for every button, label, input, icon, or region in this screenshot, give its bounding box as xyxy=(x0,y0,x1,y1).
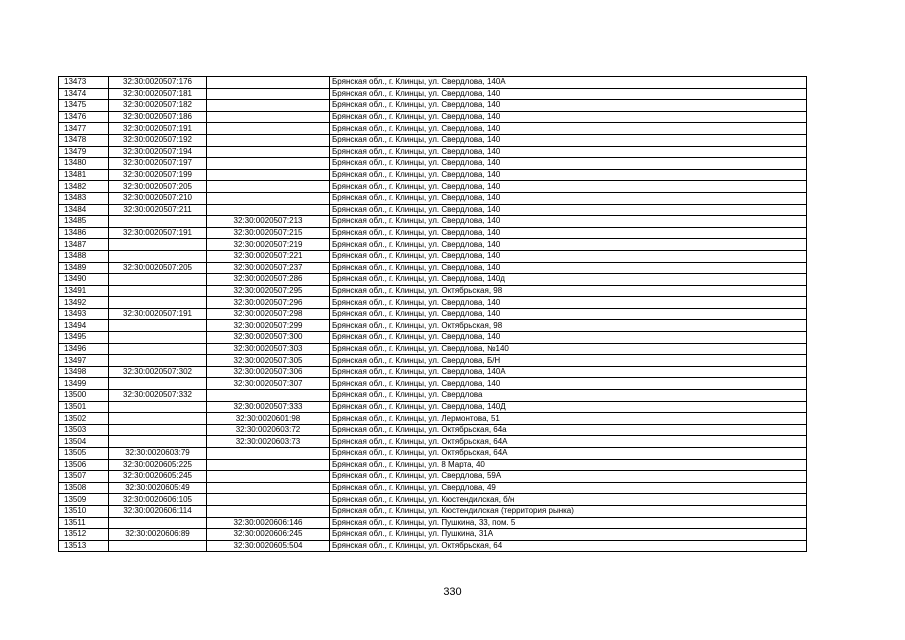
row-number-cell: 13485 xyxy=(59,216,109,228)
address-cell: Брянская обл., г. Клинцы, ул. Свердлова, 140 xyxy=(330,169,807,181)
table-row xyxy=(59,274,807,286)
row-number-cell: 13499 xyxy=(59,378,109,390)
address-cell: Брянская обл., г. Клинцы, ул. Свердлова, 140А xyxy=(330,366,807,378)
row-number-cell: 13494 xyxy=(59,320,109,332)
cadastral-number-cell: 32:30:0020603:79 xyxy=(109,448,207,460)
table-row xyxy=(59,378,807,390)
address-cell: Брянская обл., г. Клинцы, ул. Свердлова, 140 xyxy=(330,250,807,262)
cadastral-number-cell: 32:30:0020507:197 xyxy=(109,158,207,170)
address-cell: Брянская обл., г. Клинцы, ул. Свердлова, 140 xyxy=(330,227,807,239)
cadastral-number-cell xyxy=(109,250,207,262)
row-number-cell: 13490 xyxy=(59,274,109,286)
row-number-cell: 13483 xyxy=(59,192,109,204)
related-cadastral-cell: 32:30:0020603:73 xyxy=(207,436,330,448)
row-number-cell: 13508 xyxy=(59,482,109,494)
cadastral-number-cell xyxy=(109,274,207,286)
cadastral-number-cell: 32:30:0020507:191 xyxy=(109,308,207,320)
address-cell: Брянская обл., г. Клинцы, ул. Свердлова, 140 xyxy=(330,297,807,309)
related-cadastral-cell xyxy=(207,100,330,112)
table-row xyxy=(59,308,807,320)
address-cell: Брянская обл., г. Клинцы, ул. Свердлова, 140 xyxy=(330,123,807,135)
table-row xyxy=(59,134,807,146)
related-cadastral-cell xyxy=(207,390,330,402)
row-number-cell: 13510 xyxy=(59,505,109,517)
related-cadastral-cell xyxy=(207,146,330,158)
row-number-cell: 13513 xyxy=(59,540,109,552)
related-cadastral-cell: 32:30:0020507:219 xyxy=(207,239,330,251)
address-cell: Брянская обл., г. Клинцы, ул. Свердлова, 49 xyxy=(330,482,807,494)
table-row xyxy=(59,401,807,413)
address-cell: Брянская обл., г. Клинцы, ул. Свердлова, 59А xyxy=(330,471,807,483)
table-row xyxy=(59,424,807,436)
cadastral-number-cell xyxy=(109,401,207,413)
cadastral-number-cell xyxy=(109,378,207,390)
related-cadastral-cell: 32:30:0020507:300 xyxy=(207,332,330,344)
address-cell: Брянская обл., г. Клинцы, ул. Свердлова, 140 xyxy=(330,88,807,100)
table-row xyxy=(59,158,807,170)
row-number-cell: 13500 xyxy=(59,390,109,402)
cadastral-number-cell xyxy=(109,424,207,436)
table-row xyxy=(59,494,807,506)
row-number-cell: 13473 xyxy=(59,77,109,89)
address-cell: Брянская обл., г. Клинцы, ул. Свердлова, №140 xyxy=(330,343,807,355)
table-row xyxy=(59,529,807,541)
address-cell: Брянская обл., г. Клинцы, ул. Свердлова, 140 xyxy=(330,181,807,193)
registry-body xyxy=(59,77,807,552)
related-cadastral-cell: 32:30:0020507:307 xyxy=(207,378,330,390)
row-number-cell: 13478 xyxy=(59,134,109,146)
related-cadastral-cell xyxy=(207,158,330,170)
row-number-cell: 13493 xyxy=(59,308,109,320)
address-cell: Брянская обл., г. Клинцы, ул. Свердлова, 140 xyxy=(330,146,807,158)
row-number-cell: 13484 xyxy=(59,204,109,216)
table-row xyxy=(59,436,807,448)
cadastral-number-cell: 32:30:0020507:192 xyxy=(109,134,207,146)
cadastral-number-cell: 32:30:0020507:210 xyxy=(109,192,207,204)
row-number-cell: 13477 xyxy=(59,123,109,135)
row-number-cell: 13506 xyxy=(59,459,109,471)
related-cadastral-cell: 32:30:0020606:245 xyxy=(207,529,330,541)
related-cadastral-cell: 32:30:0020507:305 xyxy=(207,355,330,367)
address-cell: Брянская обл., г. Клинцы, ул. 8 Марта, 40 xyxy=(330,459,807,471)
row-number-cell: 13475 xyxy=(59,100,109,112)
table-row xyxy=(59,297,807,309)
table-row xyxy=(59,482,807,494)
row-number-cell: 13497 xyxy=(59,355,109,367)
related-cadastral-cell xyxy=(207,77,330,89)
related-cadastral-cell: 32:30:0020603:72 xyxy=(207,424,330,436)
row-number-cell: 13495 xyxy=(59,332,109,344)
cadastral-number-cell xyxy=(109,216,207,228)
cadastral-number-cell: 32:30:0020507:186 xyxy=(109,111,207,123)
cadastral-number-cell xyxy=(109,517,207,529)
cadastral-number-cell: 32:30:0020605:245 xyxy=(109,471,207,483)
address-cell: Брянская обл., г. Клинцы, ул. Свердлова, Б/Н xyxy=(330,355,807,367)
cadastral-number-cell xyxy=(109,239,207,251)
address-cell: Брянская обл., г. Клинцы, ул. Свердлова, 140 xyxy=(330,158,807,170)
table-row xyxy=(59,471,807,483)
table-row xyxy=(59,459,807,471)
cadastral-number-cell: 32:30:0020507:332 xyxy=(109,390,207,402)
table-row xyxy=(59,77,807,89)
related-cadastral-cell xyxy=(207,505,330,517)
related-cadastral-cell: 32:30:0020606:146 xyxy=(207,517,330,529)
address-cell: Брянская обл., г. Клинцы, ул. Свердлова, 140 xyxy=(330,134,807,146)
row-number-cell: 13496 xyxy=(59,343,109,355)
table-row xyxy=(59,123,807,135)
row-number-cell: 13474 xyxy=(59,88,109,100)
cadastral-number-cell: 32:30:0020507:205 xyxy=(109,181,207,193)
page-number: 330 xyxy=(443,586,462,598)
related-cadastral-cell: 32:30:0020507:306 xyxy=(207,366,330,378)
row-number-cell: 13480 xyxy=(59,158,109,170)
table-row xyxy=(59,320,807,332)
cadastral-number-cell: 32:30:0020507:191 xyxy=(109,227,207,239)
address-cell: Брянская обл., г. Клинцы, ул. Лермонтова, 51 xyxy=(330,413,807,425)
cadastral-number-cell: 32:30:0020507:191 xyxy=(109,123,207,135)
cadastral-number-cell: 32:30:0020507:211 xyxy=(109,204,207,216)
row-number-cell: 13488 xyxy=(59,250,109,262)
related-cadastral-cell xyxy=(207,448,330,460)
address-cell: Брянская обл., г. Клинцы, ул. Свердлова, 140 xyxy=(330,332,807,344)
row-number-cell: 13498 xyxy=(59,366,109,378)
related-cadastral-cell xyxy=(207,123,330,135)
address-cell: Брянская обл., г. Клинцы, ул. Свердлова, 140 xyxy=(330,216,807,228)
cadastral-number-cell: 32:30:0020507:199 xyxy=(109,169,207,181)
cadastral-number-cell xyxy=(109,436,207,448)
address-cell: Брянская обл., г. Клинцы, ул. Свердлова xyxy=(330,390,807,402)
row-number-cell: 13486 xyxy=(59,227,109,239)
address-cell: Брянская обл., г. Клинцы, ул. Свердлова, 140 xyxy=(330,239,807,251)
related-cadastral-cell: 32:30:0020507:299 xyxy=(207,320,330,332)
row-number-cell: 13501 xyxy=(59,401,109,413)
related-cadastral-cell: 32:30:0020601:98 xyxy=(207,413,330,425)
address-cell: Брянская обл., г. Клинцы, ул. Октябрьская, 64А xyxy=(330,436,807,448)
table-row xyxy=(59,413,807,425)
table-row xyxy=(59,216,807,228)
related-cadastral-cell: 32:30:0020507:213 xyxy=(207,216,330,228)
address-cell: Брянская обл., г. Клинцы, ул. Октябрьская, 64А xyxy=(330,448,807,460)
table-row xyxy=(59,355,807,367)
table-row xyxy=(59,192,807,204)
table-row xyxy=(59,343,807,355)
cadastral-number-cell xyxy=(109,332,207,344)
address-cell: Брянская обл., г. Клинцы, ул. Свердлова, 140 xyxy=(330,204,807,216)
address-cell: Брянская обл., г. Клинцы, ул. Свердлова, 140Д xyxy=(330,401,807,413)
table-row xyxy=(59,505,807,517)
cadastral-number-cell: 32:30:0020507:176 xyxy=(109,77,207,89)
table-row xyxy=(59,88,807,100)
cadastral-number-cell: 32:30:0020606:105 xyxy=(109,494,207,506)
address-cell: Брянская обл., г. Клинцы, ул. Октябрьская, 98 xyxy=(330,320,807,332)
row-number-cell: 13492 xyxy=(59,297,109,309)
related-cadastral-cell xyxy=(207,471,330,483)
row-number-cell: 13481 xyxy=(59,169,109,181)
table-row xyxy=(59,390,807,402)
related-cadastral-cell: 32:30:0020507:286 xyxy=(207,274,330,286)
row-number-cell: 13511 xyxy=(59,517,109,529)
related-cadastral-cell xyxy=(207,88,330,100)
address-cell: Брянская обл., г. Клинцы, ул. Свердлова, 140 xyxy=(330,111,807,123)
row-number-cell: 13509 xyxy=(59,494,109,506)
address-cell: Брянская обл., г. Клинцы, ул. Кюстендилская (территория рынка) xyxy=(330,505,807,517)
cadastral-number-cell xyxy=(109,413,207,425)
row-number-cell: 13507 xyxy=(59,471,109,483)
table-row xyxy=(59,169,807,181)
row-number-cell: 13502 xyxy=(59,413,109,425)
table-row xyxy=(59,227,807,239)
cadastral-number-cell: 32:30:0020605:49 xyxy=(109,482,207,494)
table-row xyxy=(59,250,807,262)
table-row xyxy=(59,204,807,216)
address-cell: Брянская обл., г. Клинцы, ул. Свердлова, 140 xyxy=(330,378,807,390)
related-cadastral-cell: 32:30:0020507:221 xyxy=(207,250,330,262)
table-row xyxy=(59,181,807,193)
cadastral-number-cell: 32:30:0020507:182 xyxy=(109,100,207,112)
address-cell: Брянская обл., г. Клинцы, ул. Октябрьская, 98 xyxy=(330,285,807,297)
cadastral-number-cell xyxy=(109,355,207,367)
table-row xyxy=(59,517,807,529)
address-cell: Брянская обл., г. Клинцы, ул. Свердлова, 140 xyxy=(330,100,807,112)
related-cadastral-cell xyxy=(207,204,330,216)
row-number-cell: 13476 xyxy=(59,111,109,123)
related-cadastral-cell: 32:30:0020507:295 xyxy=(207,285,330,297)
cadastral-number-cell: 32:30:0020606:89 xyxy=(109,529,207,541)
related-cadastral-cell: 32:30:0020507:296 xyxy=(207,297,330,309)
related-cadastral-cell: 32:30:0020507:215 xyxy=(207,227,330,239)
related-cadastral-cell: 32:30:0020605:504 xyxy=(207,540,330,552)
cadastral-number-cell xyxy=(109,297,207,309)
cadastral-number-cell: 32:30:0020606:114 xyxy=(109,505,207,517)
address-cell: Брянская обл., г. Клинцы, ул. Пушкина, 33, пом. 5 xyxy=(330,517,807,529)
row-number-cell: 13491 xyxy=(59,285,109,297)
registry-table xyxy=(58,76,807,552)
related-cadastral-cell xyxy=(207,181,330,193)
table-row xyxy=(59,239,807,251)
cadastral-number-cell: 32:30:0020507:181 xyxy=(109,88,207,100)
related-cadastral-cell xyxy=(207,134,330,146)
related-cadastral-cell xyxy=(207,494,330,506)
cadastral-number-cell xyxy=(109,320,207,332)
cadastral-number-cell xyxy=(109,343,207,355)
address-cell: Брянская обл., г. Клинцы, ул. Октябрьская, 64 xyxy=(330,540,807,552)
row-number-cell: 13505 xyxy=(59,448,109,460)
table-row xyxy=(59,366,807,378)
address-cell: Брянская обл., г. Клинцы, ул. Кюстендилская, б/н xyxy=(330,494,807,506)
table-row xyxy=(59,285,807,297)
table-row xyxy=(59,332,807,344)
cadastral-number-cell: 32:30:0020507:194 xyxy=(109,146,207,158)
related-cadastral-cell: 32:30:0020507:298 xyxy=(207,308,330,320)
row-number-cell: 13479 xyxy=(59,146,109,158)
cadastral-number-cell: 32:30:0020507:302 xyxy=(109,366,207,378)
cadastral-number-cell: 32:30:0020605:225 xyxy=(109,459,207,471)
cadastral-number-cell xyxy=(109,285,207,297)
table-row xyxy=(59,146,807,158)
related-cadastral-cell xyxy=(207,169,330,181)
address-cell: Брянская обл., г. Клинцы, ул. Пушкина, 31А xyxy=(330,529,807,541)
related-cadastral-cell xyxy=(207,482,330,494)
address-cell: Брянская обл., г. Клинцы, ул. Свердлова, 140 xyxy=(330,192,807,204)
related-cadastral-cell: 32:30:0020507:333 xyxy=(207,401,330,413)
cadastral-number-cell: 32:30:0020507:205 xyxy=(109,262,207,274)
address-cell: Брянская обл., г. Клинцы, ул. Свердлова, 140д xyxy=(330,274,807,286)
related-cadastral-cell: 32:30:0020507:303 xyxy=(207,343,330,355)
related-cadastral-cell xyxy=(207,192,330,204)
related-cadastral-cell xyxy=(207,459,330,471)
row-number-cell: 13482 xyxy=(59,181,109,193)
table-row xyxy=(59,448,807,460)
table-row xyxy=(59,100,807,112)
address-cell: Брянская обл., г. Клинцы, ул. Октябрьская, 64а xyxy=(330,424,807,436)
related-cadastral-cell: 32:30:0020507:237 xyxy=(207,262,330,274)
cadastral-number-cell xyxy=(109,540,207,552)
row-number-cell: 13504 xyxy=(59,436,109,448)
table-row xyxy=(59,262,807,274)
row-number-cell: 13487 xyxy=(59,239,109,251)
table-row xyxy=(59,111,807,123)
row-number-cell: 13489 xyxy=(59,262,109,274)
address-cell: Брянская обл., г. Клинцы, ул. Свердлова, 140 xyxy=(330,308,807,320)
row-number-cell: 13512 xyxy=(59,529,109,541)
address-cell: Брянская обл., г. Клинцы, ул. Свердлова, 140 xyxy=(330,262,807,274)
related-cadastral-cell xyxy=(207,111,330,123)
row-number-cell: 13503 xyxy=(59,424,109,436)
table-row xyxy=(59,540,807,552)
address-cell: Брянская обл., г. Клинцы, ул. Свердлова, 140А xyxy=(330,77,807,89)
